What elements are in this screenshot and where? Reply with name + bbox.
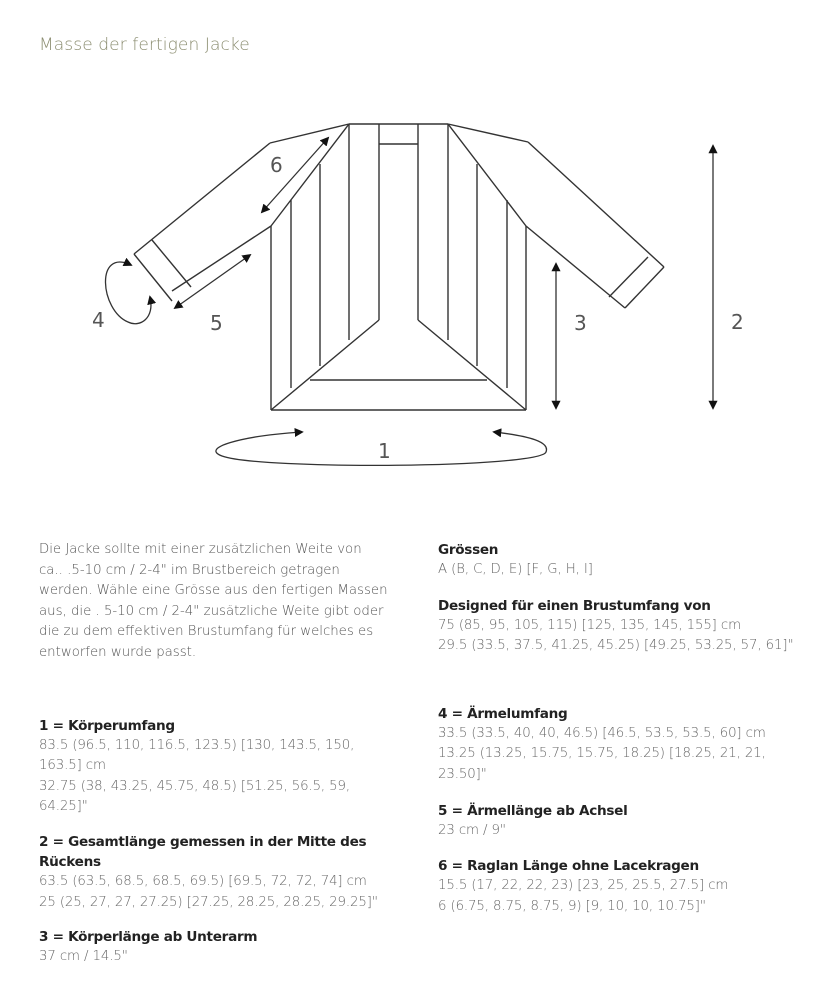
intro-text: Die Jacke sollte mit einer zusätzlichen Weite von ca.. .5-10 cm / 2-4" im Brustbereich getragen werden. Wähle eine Grösse aus den fertigen Massen aus, die . 5-10 cm / 2-4" zusätzliche Weite gibt oder die zu dem effektiven Brustumfang für welches es entworfen wurde passt. — [39, 542, 388, 660]
label-6: 6 — [270, 153, 283, 177]
label-1: 1 — [378, 439, 391, 463]
label-3: 3 — [574, 311, 587, 335]
measurement-section — [438, 540, 798, 581]
right-column — [438, 540, 798, 932]
section-value: 6 (6.75, 8.75, 8.75, 9) [9, 10, 10, 10.75]" — [438, 898, 706, 914]
measurement-section — [39, 716, 399, 818]
section-heading: 3 = Körperlänge ab Unterarm — [39, 929, 258, 946]
measurement-section — [438, 704, 798, 786]
section-heading: Grössen — [438, 542, 499, 558]
measurement-section — [438, 856, 798, 917]
section-heading: 2 = Gesamtlänge gemessen in der Mitte des Rückens — [39, 833, 367, 870]
section-value: 32.75 (38, 43.25, 45.75, 48.5) [51.25, 56.5, 59, 64.25]" — [39, 778, 351, 815]
measurement-section — [39, 832, 399, 913]
measurement-section — [438, 801, 798, 842]
page-title: Masse der fertigen Jacke — [39, 35, 250, 55]
section-value: 75 (85, 95, 105, 115) [125, 135, 145, 155] cm — [438, 617, 741, 633]
section-value: 33.5 (33.5, 40, 40, 46.5) [46.5, 53.5, 53.5, 60] cm — [438, 725, 766, 741]
section-value: 13.25 (13.25, 15.75, 15.75, 18.25) [18.25, 21, 21, 23.50]" — [438, 746, 766, 782]
section-value: 83.5 (96.5, 110, 116.5, 123.5) [130, 143.5, 150, 163.5] cm — [39, 737, 355, 774]
section-value: A (B, C, D, E) [F, G, H, I] — [438, 562, 593, 577]
section-heading: Designed für einen Brustumfang von — [438, 597, 711, 614]
measurement-section — [39, 927, 399, 968]
label-2: 2 — [731, 310, 744, 334]
measurement-arrows — [105, 138, 713, 465]
section-value: 37 cm / 14.5" — [39, 949, 128, 965]
measurement-section — [438, 596, 798, 657]
section-heading: 6 = Raglan Länge ohne Lacekragen — [438, 858, 699, 875]
section-value: 63.5 (63.5, 68.5, 68.5, 69.5) [69.5, 72, 72, 74] cm — [39, 873, 367, 889]
section-heading: 4 = Ärmelumfang — [438, 705, 568, 722]
section-value: 23 cm / 9" — [438, 822, 506, 838]
section-heading: 1 = Körperumfang — [39, 717, 175, 734]
arrow-4 — [105, 262, 150, 324]
section-value: 29.5 (33.5, 37.5, 41.25, 45.25) [49.25, 53.25, 57, 61]" — [438, 638, 794, 654]
jacket-schematic — [0, 100, 824, 480]
label-5: 5 — [210, 311, 223, 335]
left-column — [39, 540, 399, 983]
section-heading: 5 = Ärmellänge ab Achsel — [438, 802, 628, 819]
section-value: 25 (25, 27, 27, 27.25) [27.25, 28.25, 28.25, 29.25]" — [39, 894, 378, 910]
label-4: 4 — [92, 308, 105, 332]
section-value: 15.5 (17, 22, 22, 23) [23, 25, 25.5, 27.5] cm — [438, 878, 729, 894]
jacket-outline — [134, 124, 664, 410]
